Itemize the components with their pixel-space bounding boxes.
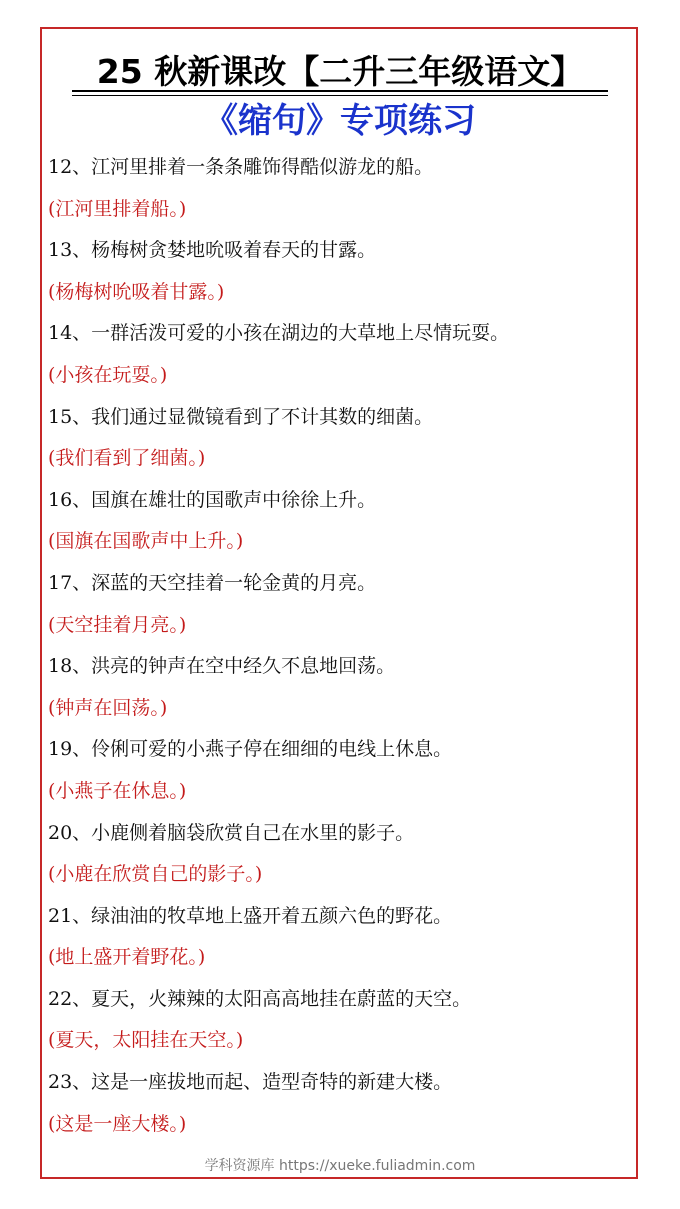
question-18: 18、洪亮的钟声在空中经久不息地回荡。: [48, 655, 396, 678]
page-subtitle: 《缩句》专项练习: [204, 101, 476, 141]
footer-watermark: 学科资源库 https://xueke.fuliadmin.com: [204, 1158, 476, 1174]
answer-23: (这是一座大楼。): [48, 1112, 187, 1135]
question-14: 14、一群活泼可爱的小孩在湖边的大草地上尽情玩耍。: [48, 322, 510, 345]
answer-22: (夏天，太阳挂在天空。): [48, 1029, 244, 1052]
exercise-list: [48, 147, 628, 1145]
question-22: 22、夏天，火辣辣的太阳高高地挂在蔚蓝的天空。: [48, 987, 472, 1010]
question-17: 17、深蓝的天空挂着一轮金黄的月亮。: [48, 571, 377, 594]
title-underline: [72, 90, 608, 92]
question-13: 13、杨梅树贪婪地吮吸着春天的甘露。: [48, 239, 377, 262]
title-underline-thin: [72, 95, 608, 96]
answer-16: (国旗在国歌声中上升。): [48, 530, 244, 553]
question-15: 15、我们通过显微镜看到了不计其数的细菌。: [48, 405, 434, 428]
answer-12: (江河里排着船。): [48, 197, 187, 220]
answer-19: (小燕子在休息。): [48, 779, 187, 802]
question-20: 20、小鹿侧着脑袋欣赏自己在水里的影子。: [48, 821, 415, 844]
answer-18: (钟声在回荡。): [48, 696, 168, 719]
answer-17: (天空挂着月亮。): [48, 613, 187, 636]
answer-15: (我们看到了细菌。): [48, 447, 206, 470]
question-16: 16、国旗在雄壮的国歌声中徐徐上升。: [48, 488, 377, 511]
answer-21: (地上盛开着野花。): [48, 946, 206, 969]
question-21: 21、绿油油的牧草地上盛开着五颜六色的野花。: [48, 904, 453, 927]
answer-13: (杨梅树吮吸着甘露。): [48, 280, 225, 303]
answer-14: (小孩在玩耍。): [48, 363, 168, 386]
page-title: 25 秋新课改【二升三年级语文】: [96, 52, 584, 91]
question-12: 12、江河里排着一条条雕饰得酷似游龙的船。: [48, 156, 434, 178]
question-19: 19、伶俐可爱的小燕子停在细细的电线上休息。: [48, 738, 453, 761]
answer-20: (小鹿在欣赏自己的影子。): [48, 863, 263, 886]
question-23: 23、这是一座拔地而起、造型奇特的新建大楼。: [48, 1071, 453, 1094]
